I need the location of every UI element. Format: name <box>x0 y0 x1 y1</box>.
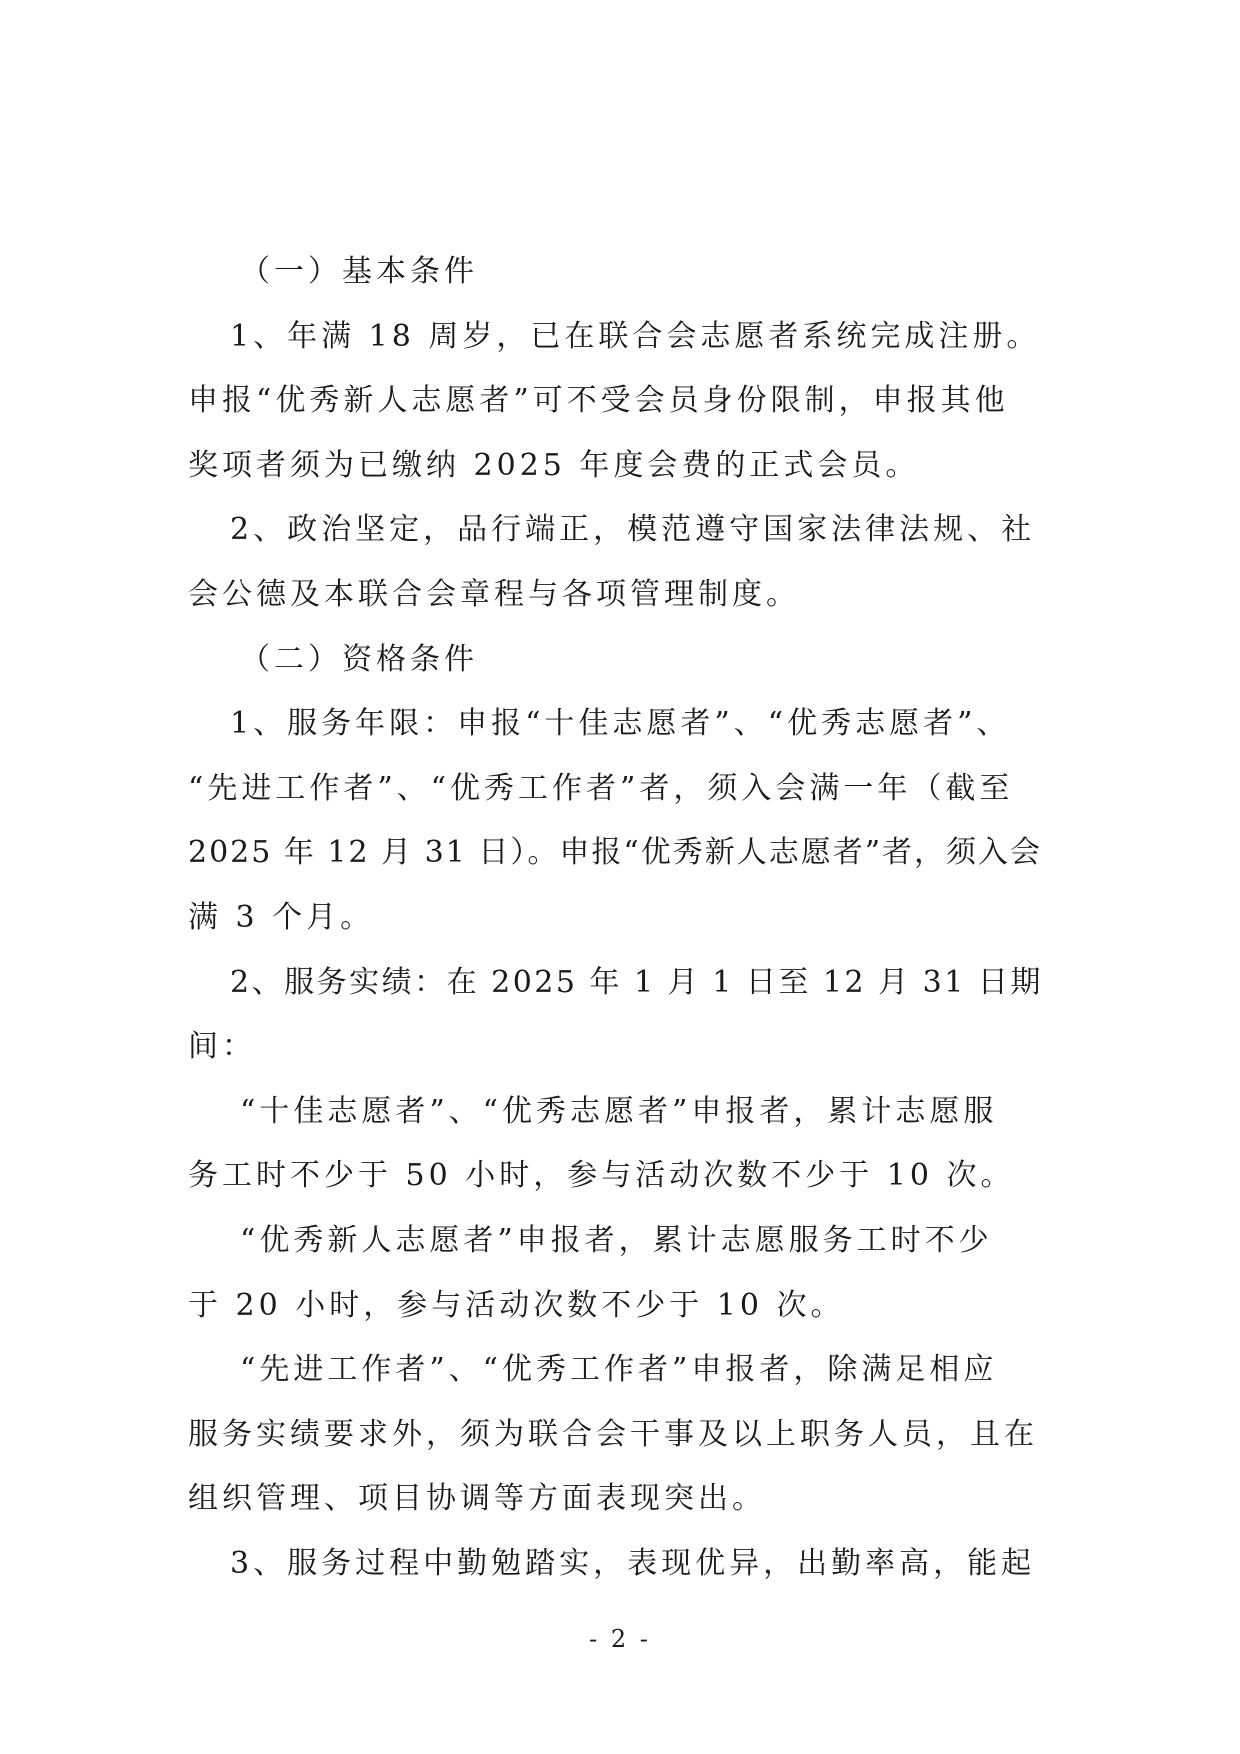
paragraph-line: 组织管理、项目协调等方面表现突出。 <box>188 1481 766 1517</box>
paragraph-line: “十佳志愿者”、“优秀志愿者”申报者，累计志愿服 <box>240 1093 998 1129</box>
paragraph-line: 务工时不少于 50 小时，参与活动次数不少于 10 次。 <box>188 1158 1015 1194</box>
paragraph-line: “先进工作者”、“优秀工作者”者，须入会满一年（截至 <box>188 770 1014 806</box>
paragraph-line: 于 20 小时，参与活动次数不少于 10 次。 <box>188 1287 845 1323</box>
paragraph-line: 满 3 个月。 <box>188 899 375 935</box>
paragraph-line: 1、年满 18 周岁，已在联合会志愿者系统完成注册。 <box>230 318 1041 354</box>
paragraph-line: 奖项者须为已缴纳 2025 年度会费的正式会员。 <box>188 447 920 483</box>
paragraph-line: “先进工作者”、“优秀工作者”申报者，除满足相应 <box>240 1352 998 1388</box>
paragraph-line: 2025 年 12 月 31 日）。申报“优秀新人志愿者”者，须入会 <box>188 835 1043 871</box>
paragraph-line: 2、服务实绩：在 2025 年 1 月 1 日至 12 月 31 日期 <box>230 964 1043 1000</box>
paragraph-line: 3、服务过程中勤勉踏实，表现优异，出勤率高，能起 <box>230 1545 1036 1581</box>
paragraph-line: 申报“优秀新人志愿者”可不受会员身份限制，申报其他 <box>188 383 1009 419</box>
section-heading-basic-conditions: （一）基本条件 <box>240 254 478 289</box>
paragraph-line: 2、政治坚定，品行端正，模范遵守国家法律法规、社 <box>230 512 1036 548</box>
paragraph-line: 间： <box>188 1029 256 1065</box>
paragraph-line: “优秀新人志愿者”申报者，累计志愿服务工时不少 <box>240 1222 993 1258</box>
paragraph-line: 1、服务年限：申报“十佳志愿者”、“优秀志愿者”、 <box>230 706 1011 742</box>
paragraph-line: 会公德及本联合会章程与各项管理制度。 <box>188 576 800 612</box>
document-body <box>188 240 1058 1596</box>
paragraph-line: 服务实绩要求外，须为联合会干事及以上职务人员，且在 <box>188 1416 1038 1452</box>
page-number: - 2 - <box>589 1625 651 1653</box>
section-heading-qualification-conditions: （二）资格条件 <box>240 641 478 677</box>
